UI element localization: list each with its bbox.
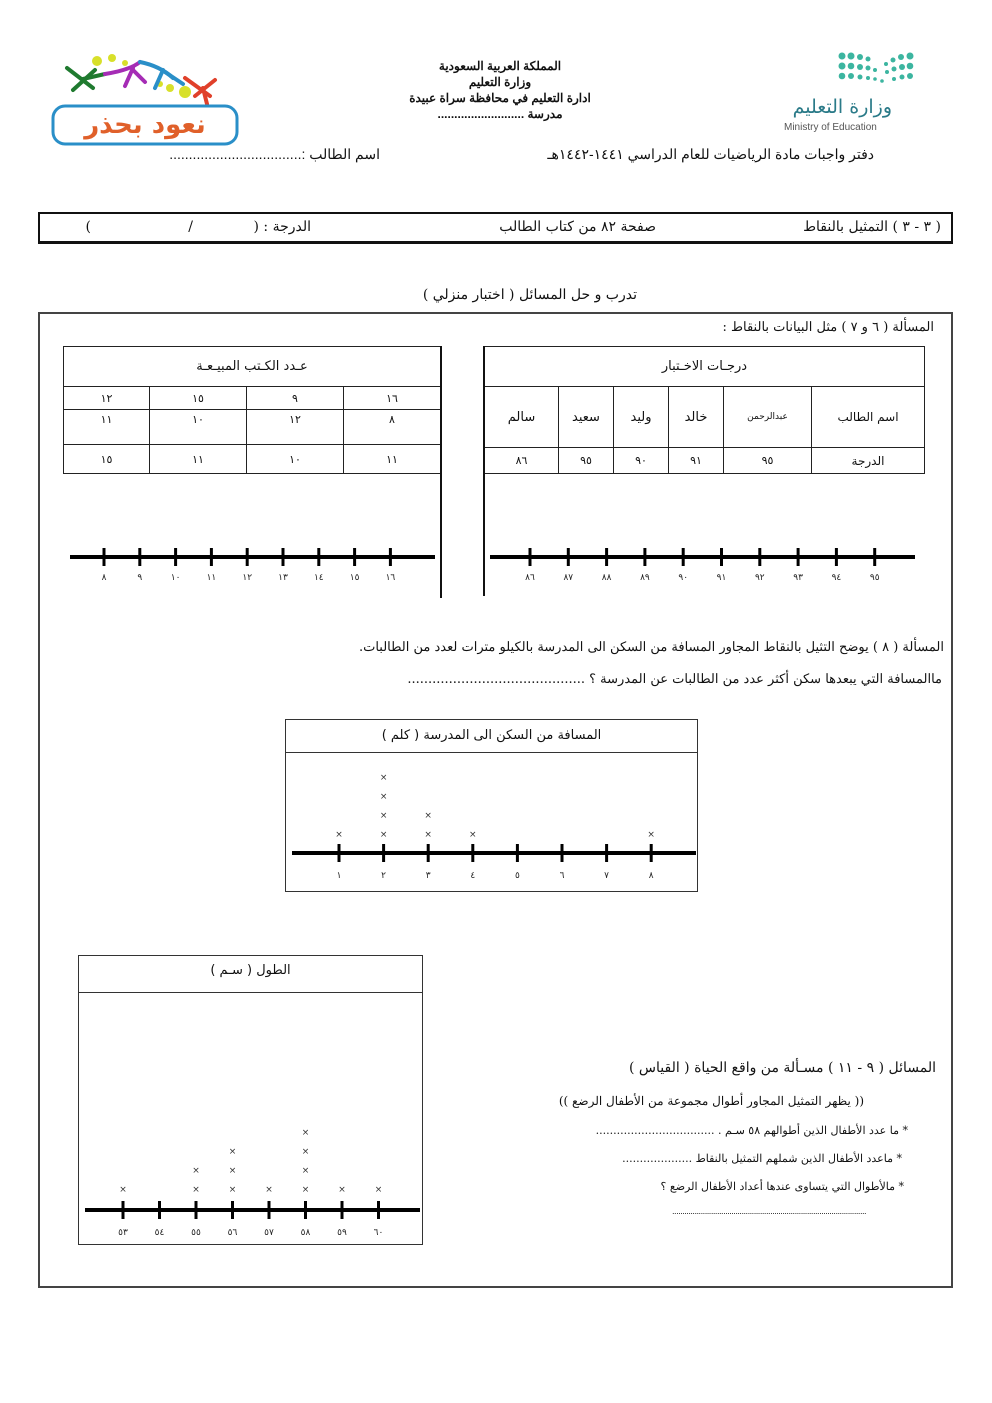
tick-label: ٥٥	[191, 1228, 201, 1238]
tick-label: ٩٢	[754, 573, 765, 583]
campaign-logo-text: نعود بحذر	[84, 110, 206, 140]
tick-label: ٥٩	[337, 1228, 347, 1238]
tick-label: ١٠	[170, 573, 181, 583]
books-cell: ١٥	[64, 445, 150, 474]
tick-label: ٩٤	[831, 573, 842, 583]
administration-name: ادارة التعليم في محافظة سراة عبيدة	[409, 91, 591, 105]
baby-length-line-plot	[85, 1120, 420, 1240]
tick-label: ٩٥	[869, 573, 880, 583]
q8-question: ماالمسافة التي يبعدها سكن أكثر عدد من الطالبات عن المدرسة ؟ ...........................................	[407, 672, 942, 687]
data-point-x: ×	[335, 830, 343, 840]
section-title: تدرب و حل المسائل ( اختبار منزلي )	[422, 287, 637, 303]
length-chart-title: الطول ( سـم )	[79, 956, 422, 993]
tick-label: ٥٧	[264, 1228, 274, 1238]
test-scores-title: درجـات الاخـتبار	[485, 347, 925, 387]
tick-label: ٨٩	[640, 573, 650, 583]
books-sold-divider	[440, 346, 442, 598]
grade-slash[interactable]: /	[188, 219, 193, 235]
name-row-header: اسم الطالب	[812, 387, 925, 448]
books-cell: ١٠	[150, 410, 247, 445]
tick-label: ٤	[470, 871, 476, 881]
tick-label: ٩٣	[793, 573, 803, 583]
data-point-x: ×	[379, 773, 388, 783]
student-name-cell: عبدالرحمن	[724, 387, 812, 448]
q8-prompt: المسألة ( ٨ ) يوضح التثيل بالنقاط المجاور المسافة من السكن الى المدرسة بالكيلو مترات لعدد من الطالبات.	[358, 640, 944, 655]
campaign-logo	[45, 48, 243, 146]
test-scores-table	[484, 346, 925, 474]
lesson-bar	[38, 212, 953, 244]
tick-label: ١٥	[349, 573, 360, 583]
tick-label: ٩٠	[678, 573, 689, 583]
data-point-x: ×	[379, 792, 388, 802]
tick-label: ٥٨	[300, 1228, 311, 1238]
books-cell: ١١	[344, 445, 441, 474]
tick-label: ٨	[101, 573, 107, 583]
tick-label: ٩١	[716, 573, 727, 583]
tick-label: ٥٤	[154, 1228, 165, 1238]
data-point-x: ×	[228, 1185, 237, 1195]
books-cell: ١١	[64, 410, 150, 445]
test-scores-divider	[483, 346, 485, 596]
ministry-name: وزارة التعليم	[468, 75, 532, 89]
books-sold-title: عـدد الكـتب المبيـعـة	[64, 347, 441, 387]
data-point-x: ×	[379, 811, 388, 821]
data-point-x: ×	[265, 1185, 273, 1195]
tick-label: ٦٠	[373, 1228, 384, 1238]
header-block	[380, 58, 620, 122]
ministry-dots-icon	[780, 44, 920, 94]
data-point-x: ×	[338, 1185, 346, 1195]
grade-label: الدرجة : (	[253, 219, 311, 235]
tick-label: ٨٧	[563, 573, 574, 583]
books-cell: ٩	[247, 387, 344, 410]
q9-11-intro: (( يظهر التمثيل المجاور أطوال مجموعة من الأطفال الرضع ))	[558, 1094, 864, 1108]
distance-line-plot	[292, 760, 696, 885]
data-point-x: ×	[301, 1185, 310, 1195]
books-cell: ٨	[344, 410, 441, 445]
score-row-header: الدرجة	[812, 448, 925, 474]
books-cell: ١٢	[64, 387, 150, 410]
q9-11-heading: المسائل ( ٩ - ١١ ) مسـألة من واقع الحياة ( القياس )	[629, 1060, 936, 1076]
tick-label: ١	[336, 871, 342, 881]
tick-label: ٥٣	[118, 1228, 128, 1238]
q11-answer-line[interactable]: ...............................................................................................	[672, 1207, 867, 1216]
data-point-x: ×	[301, 1128, 310, 1138]
student-name-cell: خالد	[669, 387, 724, 448]
tick-label: ٩	[137, 573, 143, 583]
score-cell: ٩٥	[724, 448, 812, 474]
ministry-logo-ar: وزارة التعليم	[792, 96, 892, 118]
school-name: مدرسة ..........................	[437, 107, 563, 121]
q11-question: * مالأطوال التي يتساوى عندها أعداد الأطفال الرضع ؟	[660, 1180, 904, 1193]
tick-label: ٧	[604, 871, 610, 881]
tick-label: ٥	[514, 871, 520, 881]
data-point-x: ×	[424, 811, 432, 821]
tick-label: ٨٨	[601, 573, 612, 583]
tick-label: ١٢	[242, 573, 253, 583]
books-cell: ١٢	[247, 410, 344, 445]
data-point-x: ×	[424, 830, 432, 840]
data-point-x: ×	[192, 1185, 200, 1195]
tick-label: ٥٦	[227, 1228, 238, 1238]
data-point-x: ×	[301, 1166, 310, 1176]
ministry-logo	[780, 44, 920, 139]
data-point-x: ×	[301, 1147, 310, 1157]
data-point-x: ×	[374, 1185, 383, 1195]
tick-label: ١٣	[278, 573, 288, 583]
tick-label: ١٤	[313, 573, 324, 583]
data-point-x: ×	[647, 830, 655, 840]
q6-7-prompt: المسألة ( ٦ و ٧ ) مثل البيانات بالنقاط :	[722, 320, 934, 335]
data-point-x: ×	[228, 1147, 237, 1157]
kingdom-name: المملكة العربية السعودية	[438, 59, 562, 73]
score-cell: ٩٠	[614, 448, 669, 474]
notebook-title: دفتر واجبات مادة الرياضيات للعام الدراسي ١٤٤١-١٤٤٢هـ	[547, 146, 874, 162]
books-cell: ١٠	[247, 445, 344, 474]
score-cell: ٩٥	[559, 448, 614, 474]
student-name-cell: سعيد	[559, 387, 614, 448]
student-name-field[interactable]: اسم الطالب :..................................	[169, 146, 380, 162]
tick-label: ٨	[648, 871, 654, 881]
tick-label: ١٦	[385, 573, 396, 583]
distance-chart-title: المسافة من السكن الى المدرسة ( كلم )	[286, 720, 697, 753]
q9-question: * ما عدد الأطفال الذين أطوالهم ٥٨ سـم . ..................................	[595, 1124, 908, 1137]
books-cell: ١٥	[150, 387, 247, 410]
data-point-x: ×	[119, 1185, 127, 1195]
page-reference: صفحة ٨٢ من كتاب الطالب	[499, 219, 656, 235]
data-point-x: ×	[469, 830, 477, 840]
score-cell: ٨٦	[485, 448, 559, 474]
tick-label: ٦	[559, 871, 565, 881]
student-name-cell: سالم	[485, 387, 559, 448]
books-sold-table	[63, 346, 441, 474]
tick-label: ١١	[206, 573, 217, 583]
books-sold-number-line	[70, 545, 435, 590]
q10-question: * ماعدد الأطفال الذين شملهم التمثيل بالنقاط ....................	[622, 1152, 902, 1165]
data-point-x: ×	[228, 1166, 237, 1176]
tick-label: ٣	[425, 871, 431, 881]
score-cell: ٩١	[669, 448, 724, 474]
test-scores-number-line	[490, 545, 915, 590]
grade-close: )	[85, 219, 91, 235]
student-name-cell: وليد	[614, 387, 669, 448]
tick-label: ٨٦	[525, 573, 535, 583]
data-point-x: ×	[192, 1166, 200, 1176]
data-point-x: ×	[379, 830, 388, 840]
books-cell: ١٦	[344, 387, 441, 410]
ministry-logo-en: Ministry of Education	[784, 122, 877, 133]
lesson-title: ( ٣ - ٣ ) التمثيل بالنقاط	[803, 219, 941, 235]
books-cell: ١١	[150, 445, 247, 474]
tick-label: ٢	[381, 871, 387, 881]
